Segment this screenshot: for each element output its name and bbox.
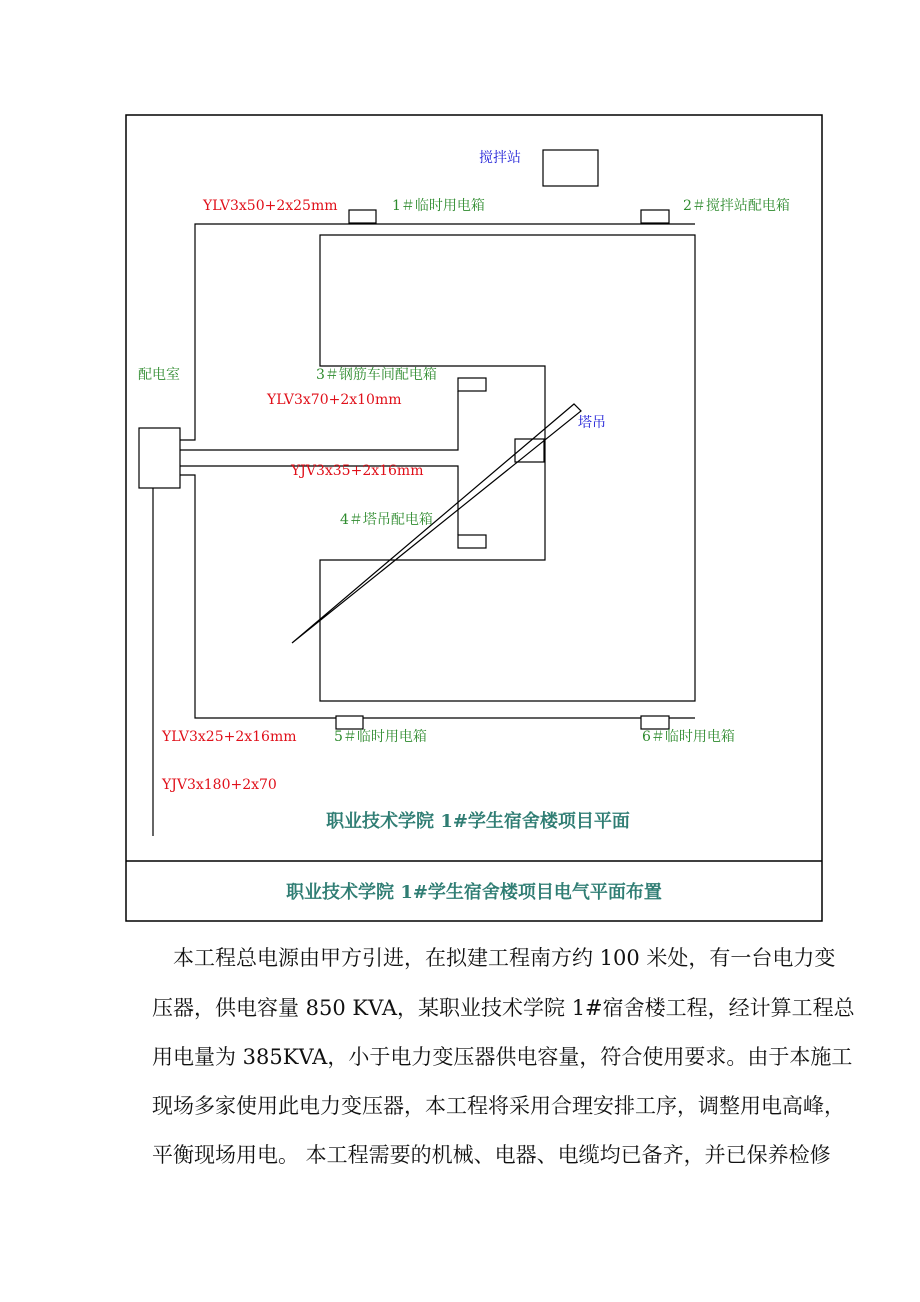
distribution-box-2: [641, 210, 669, 223]
power-room-label: 配电室: [138, 367, 180, 383]
distribution-box-1: [349, 210, 376, 223]
cable-bottom: [180, 475, 695, 718]
cable-main-label: YJV3x180+2x70: [162, 777, 277, 793]
box-5-label: 5＃临时用电箱: [334, 729, 427, 745]
box-3-label: 3＃钢筋车间配电箱: [316, 367, 437, 383]
cable-bottom-label: YLV3x25+2x16mm: [162, 729, 297, 745]
power-room-box: [139, 428, 180, 488]
mixing-station-box: [543, 150, 598, 186]
mixing-station-label: 搅拌站: [479, 150, 521, 166]
paragraph-line-3: 用电量为 385KVA，小于电力变压器供电容量，符合使用要求。由于本施工: [152, 1045, 853, 1069]
distribution-box-4: [458, 535, 486, 548]
distribution-box-3: [458, 378, 486, 391]
tower-crane-boom: [292, 404, 581, 643]
plan-title: 职业技术学院 1#学生宿舍楼项目平面: [326, 811, 630, 832]
cable-top-label: YLV3x50+2x25mm: [203, 198, 338, 214]
distribution-box-6: [641, 716, 669, 729]
distribution-box-5: [336, 716, 363, 729]
box-1-label: 1＃临时用电箱: [392, 198, 485, 214]
caption-title: 职业技术学院 1#学生宿舍楼项目电气平面布置: [286, 882, 662, 903]
cable-top: [180, 224, 695, 440]
tower-crane-label: 塔吊: [578, 415, 606, 431]
paragraph-line-1: 本工程总电源由甲方引进，在拟建工程南方约 100 米处，有一台电力变: [173, 946, 836, 970]
cable-mid-label: YLV3x70+2x10mm: [267, 392, 402, 408]
paragraph-line-4: 现场多家使用此电力变压器，本工程将采用合理安排工序，调整用电高峰，: [152, 1094, 845, 1118]
paragraph-line-5: 平衡现场用电。 本工程需要的机械、电器、电缆均已备齐，并已保养检修: [152, 1143, 831, 1167]
diagram-frame: [126, 115, 822, 921]
box-6-label: 6＃临时用电箱: [642, 729, 735, 745]
box-2-label: 2＃搅拌站配电箱: [683, 198, 790, 214]
box-4-label: 4＃塔吊配电箱: [340, 512, 433, 528]
paragraph-line-2: 压器，供电容量 850 KVA，某职业技术学院 1#宿舍楼工程，经计算工程总: [152, 996, 855, 1020]
cable-yjv35-label: YJV3x35+2x16mm: [291, 463, 424, 479]
